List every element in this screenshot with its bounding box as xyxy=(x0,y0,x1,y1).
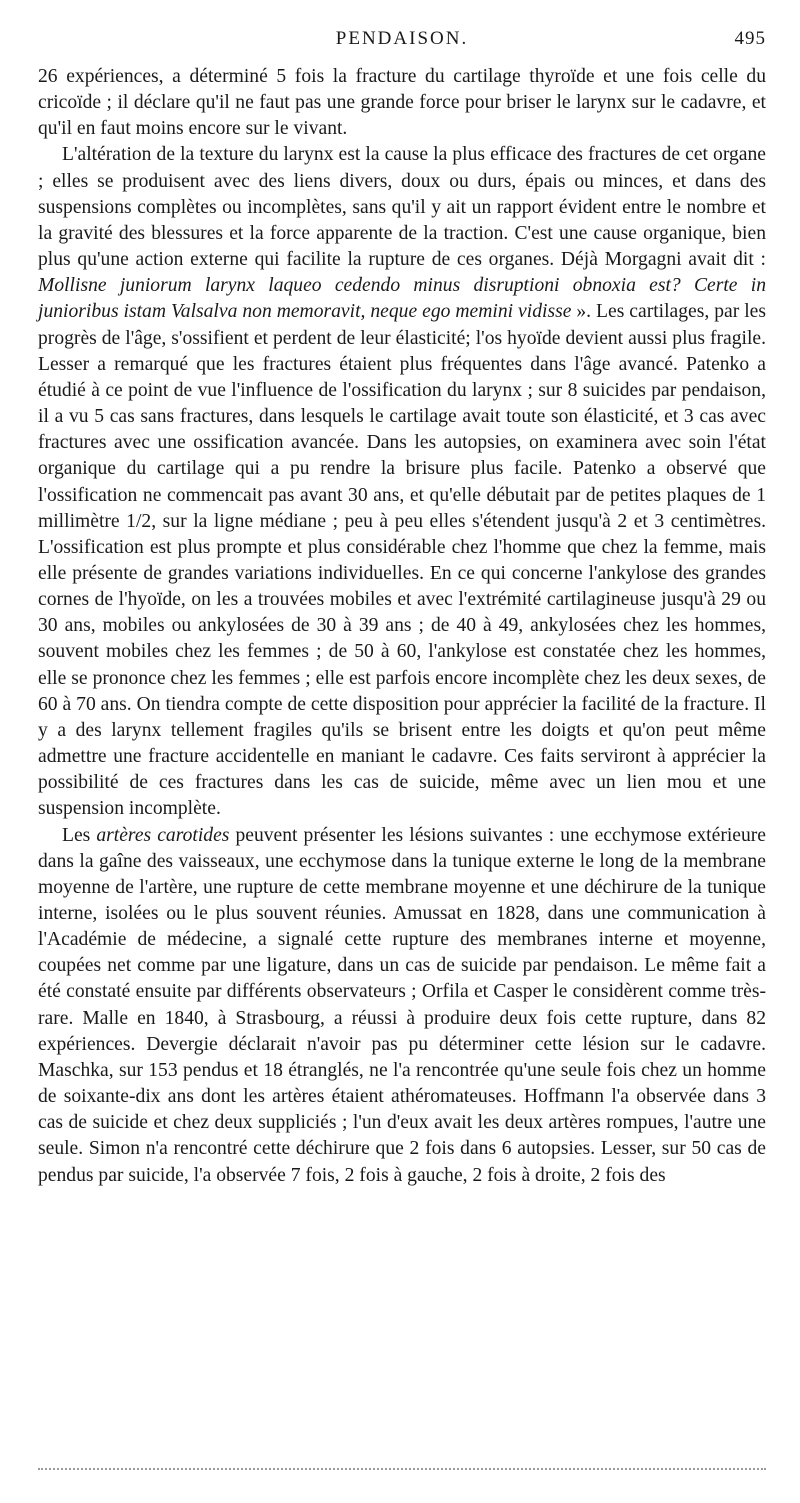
italic-term: artères carotides xyxy=(96,824,230,846)
body-text xyxy=(38,64,766,1189)
page-number: 495 xyxy=(734,28,766,49)
paragraph-text-part: peuvent présenter les lésions suivantes : une ecchymose extérieure dans la gaîne des vaisseaux, une ecchymose dans la tunique externe le long de la membrane moyenne de l'artère, une rupture de cette membrane moyenne et une déchirure de la tunique interne, isolées ou le plus souvent réunies. Amussat en 1828, dans une communication à l'Académie de médecine, a signalé cette rupture des membranes interne et moyenne, coupées net comme par une ligature, dans un cas de suicide par pendaison. Le même fait a été constaté ensuite par différents observateurs ; Orfila et Casper le considèrent comme très-rare. Malle en 1840, à Strasbourg, a réussi à produire deux fois cette rupture, dans 82 expériences. Devergie déclarait n'avoir pas pu déterminer cette lésion sur le cadavre. Maschka, sur 153 pendus et 18 étranglés, ne l'a rencontrée qu'une seule fois chez un homme de soixante-dix ans dont les artères étaient athéromateuses. Hoffmann l'a observée dans 3 cas de suicide et chez deux suppliciés ; l'un d'eux avait les deux artères rompues, l'autre une seule. Simon n'a rencontré cette déchirure que 2 fois dans 6 autopsies. Lesser, sur 50 cas de pendus par suicide, l'a observée 7 fois, 2 fois à gauche, 2 fois à droite, 2 fois des xyxy=(38,824,766,1186)
running-header xyxy=(38,28,766,58)
paragraph-larynx-alteration xyxy=(38,142,766,822)
latin-quotation: Mollisne juniorum larynx laqueo cedendo minus disruptioni obnoxia est? Certe in junioribus istam Valsalva non memoravit, neque ego memini vidisse xyxy=(38,275,766,323)
running-title: PENDAISON. xyxy=(335,28,469,49)
paragraph-carotid-arteries xyxy=(38,823,766,1189)
paragraph-continuation: 26 expériences, a déterminé 5 fois la fracture du cartilage thyroïde et une fois celle du cricoïde ; il déclare qu'il ne faut pas une grande force pour briser le larynx sur le cadavre, et qu'il en faut moins encore sur le vivant. xyxy=(38,66,766,140)
footer-dotted-rule xyxy=(38,1468,766,1470)
paragraph-text-part: Les xyxy=(62,824,97,846)
paragraph-text-part: ». Les cartilages, par les progrès de l'âge, s'ossifient et perdent de leur élasticité; l'os hyoïde devient aussi plus fragile. Lesser a remarqué que les fractures étaient plus fréquentes dans l'âge avancé. Patenko a étudié à ce point de vue l'influence de l'ossification du larynx ; sur 8 suicides par pendaison, il a vu 5 cas sans fractures, dans lesquels le cartilage avait toute son élasticité, et 3 cas avec fractures avec une ossification avancée. Dans les autopsies, on examinera avec soin l'état organique du cartilage qui a pu rendre la brisure plus facile. Patenko a observé que l'ossification ne commencait pas avant 30 ans, et qu'elle débutait par de petites plaques de 1 millimètre 1/2, sur la ligne médiane ; peu à peu elles s'étendent jusqu'à 2 et 3 centimètres. L'ossification est plus prompte et plus considérable chez l'homme que chez la femme, mais elle présente de grandes variations individuelles. En ce qui concerne l'ankylose des grandes cornes de l'hyoïde, on les a trouvées mobiles et avec l'extrémité cartilagineuse jusqu'à 29 ou 30 ans, mobiles ou ankylosées de 30 à 39 ans ; de 40 à 49, ankylosées chez les hommes, souvent mobiles chez les femmes ; de 50 à 60, l'ankylose est constatée chez les hommes, elle se prononce chez les femmes ; elle est parfois encore incomplète chez les deux sexes, de 60 à 70 ans. On tiendra compte de cette disposition pour apprécier la facilité de la fracture. Il y a des larynx tellement fragiles qu'ils se brisent entre les doigts et qu'on peut même admettre une fracture accidentelle en maniant le cadavre. Ces faits serviront à apprécier la possibilité de ces fractures dans les cas de suicide, même avec un lien mou et une suspension incomplète. xyxy=(38,301,766,820)
paragraph-text-part: L'altération de la texture du larynx est la cause la plus efficace des fractures de cet organe ; elles se produisent avec des liens divers, doux ou durs, épais ou minces, et dans des suspensions complètes ou incomplètes, sans qu'il y ait un rapport évident entre le nombre et la gravité des blessures et la force apparente de la traction. C'est une cause organique, bien plus qu'une action externe qui facilite la rupture de ces organes. Déjà Morgagni avait dit : xyxy=(38,144,766,271)
